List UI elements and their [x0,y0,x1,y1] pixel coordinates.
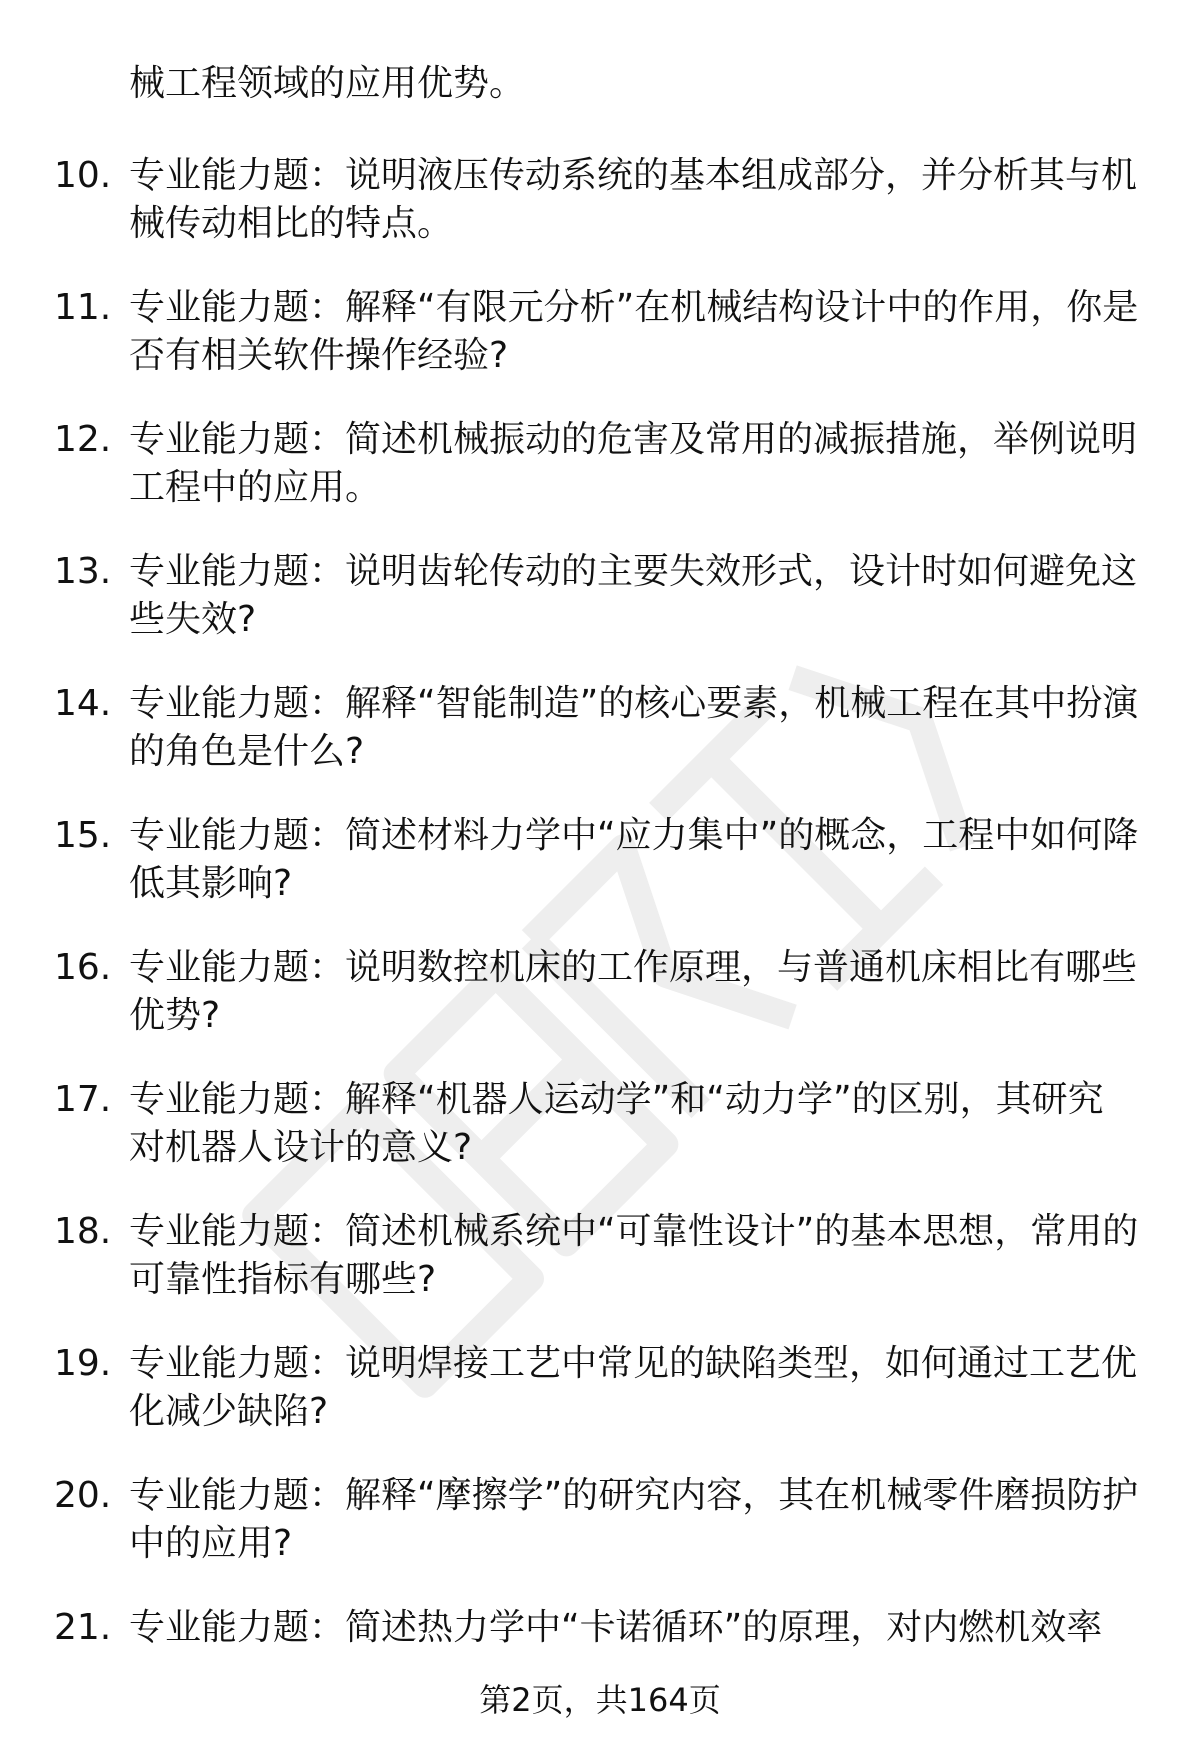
list-item [0,284,1200,416]
item-text: 专业能力题：说明焊接工艺中常见的缺陷类型，如何通过工艺优化减少缺陷? [129,1343,1138,1432]
item-number: 17. [54,1079,112,1120]
list-item [0,1340,1200,1472]
continued-text: 械工程领域的应用优势。 [129,63,526,104]
item-text: 专业能力题：解释“有限元分析”在机械结构设计中的作用，你是否有相关软件操作经验? [129,287,1139,376]
list-item [0,1472,1200,1604]
item-number: 20. [54,1475,112,1516]
item-text: 专业能力题：解释“机器人运动学”和“动力学”的区别，其研究对机器人设计的意义? [129,1079,1104,1168]
item-number: 15. [54,815,112,856]
item-number: 13. [54,551,112,592]
question-list [0,152,1200,1736]
list-item [0,1076,1200,1208]
list-item [0,812,1200,944]
item-text: 专业能力题：说明液压传动系统的基本组成部分，并分析其与机械传动相比的特点。 [129,155,1138,244]
item-number: 14. [54,683,112,724]
item-number: 18. [54,1211,112,1252]
item-text: 专业能力题：简述机械系统中“可靠性设计”的基本思想，常用的可靠性指标有哪些? [129,1211,1139,1300]
item-number: 12. [54,419,112,460]
item-text: 专业能力题：简述材料力学中“应力集中”的概念，工程中如何降低其影响? [129,815,1139,904]
list-item [0,416,1200,548]
item-text: 专业能力题：简述热力学中“卡诺循环”的原理，对内燃机效率 [129,1607,1103,1648]
item-number: 21. [54,1607,112,1648]
list-item [0,680,1200,812]
item-text: 专业能力题：简述机械振动的危害及常用的减振措施，举例说明工程中的应用。 [129,419,1138,508]
item-number: 11. [54,287,112,328]
item-text: 专业能力题：说明数控机床的工作原理，与普通机床相比有哪些优势? [129,947,1138,1036]
list-item [0,152,1200,284]
item-number: 10. [54,155,112,196]
item-text: 专业能力题：解释“智能制造”的核心要素，机械工程在其中扮演的角色是什么? [129,683,1139,772]
list-item [0,548,1200,680]
list-item [0,944,1200,1076]
page-number-footer: 第2页，共164页 [479,1681,721,1719]
item-text: 专业能力题：解释“摩擦学”的研究内容，其在机械零件磨损防护中的应用? [129,1475,1139,1564]
item-text: 专业能力题：说明齿轮传动的主要失效形式，设计时如何避免这些失效? [129,551,1138,640]
list-item [0,1208,1200,1340]
item-number: 19. [54,1343,112,1384]
item-number: 16. [54,947,112,988]
